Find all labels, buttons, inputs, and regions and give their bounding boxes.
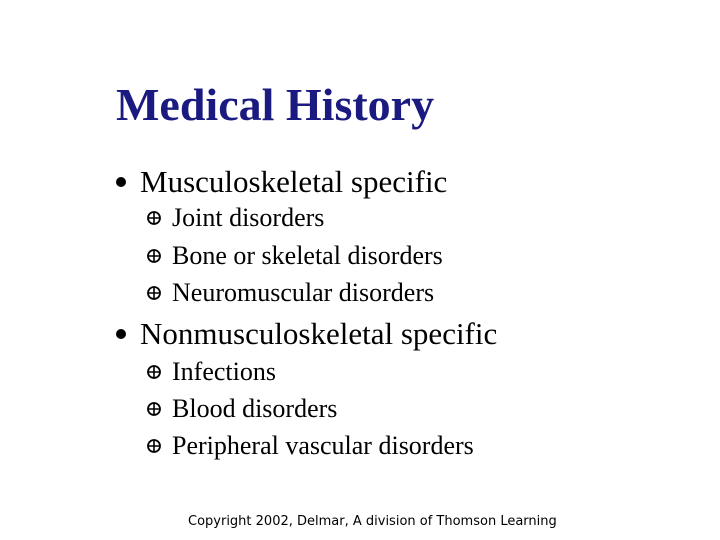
sub-bullet-label: Peripheral vascular disorders [172, 431, 474, 460]
filled-circle-icon [116, 329, 126, 339]
circled-cross-icon [145, 284, 163, 302]
sub-bullet-label: Blood disorders [172, 394, 338, 423]
slide-title: Medical History [116, 79, 435, 130]
circled-cross-icon [145, 209, 163, 227]
circled-cross-icon [145, 363, 163, 381]
sub-bullet-label: Infections [172, 357, 276, 386]
sub-bullet-label: Neuromuscular disorders [172, 278, 435, 307]
filled-circle-icon [116, 177, 126, 187]
bullet-label: Nonmusculoskeletal specific [140, 316, 498, 351]
sub-bullet-label: Bone or skeletal disorders [172, 241, 443, 270]
circled-cross-icon [145, 400, 163, 418]
circled-cross-icon [145, 247, 163, 265]
sub-bullet-label: Joint disorders [172, 203, 325, 232]
copyright-footer: Copyright 2002, Delmar, A division of Thomson Learning [188, 514, 557, 529]
bullet-label: Musculoskeletal specific [140, 164, 448, 199]
circled-cross-icon [145, 437, 163, 455]
